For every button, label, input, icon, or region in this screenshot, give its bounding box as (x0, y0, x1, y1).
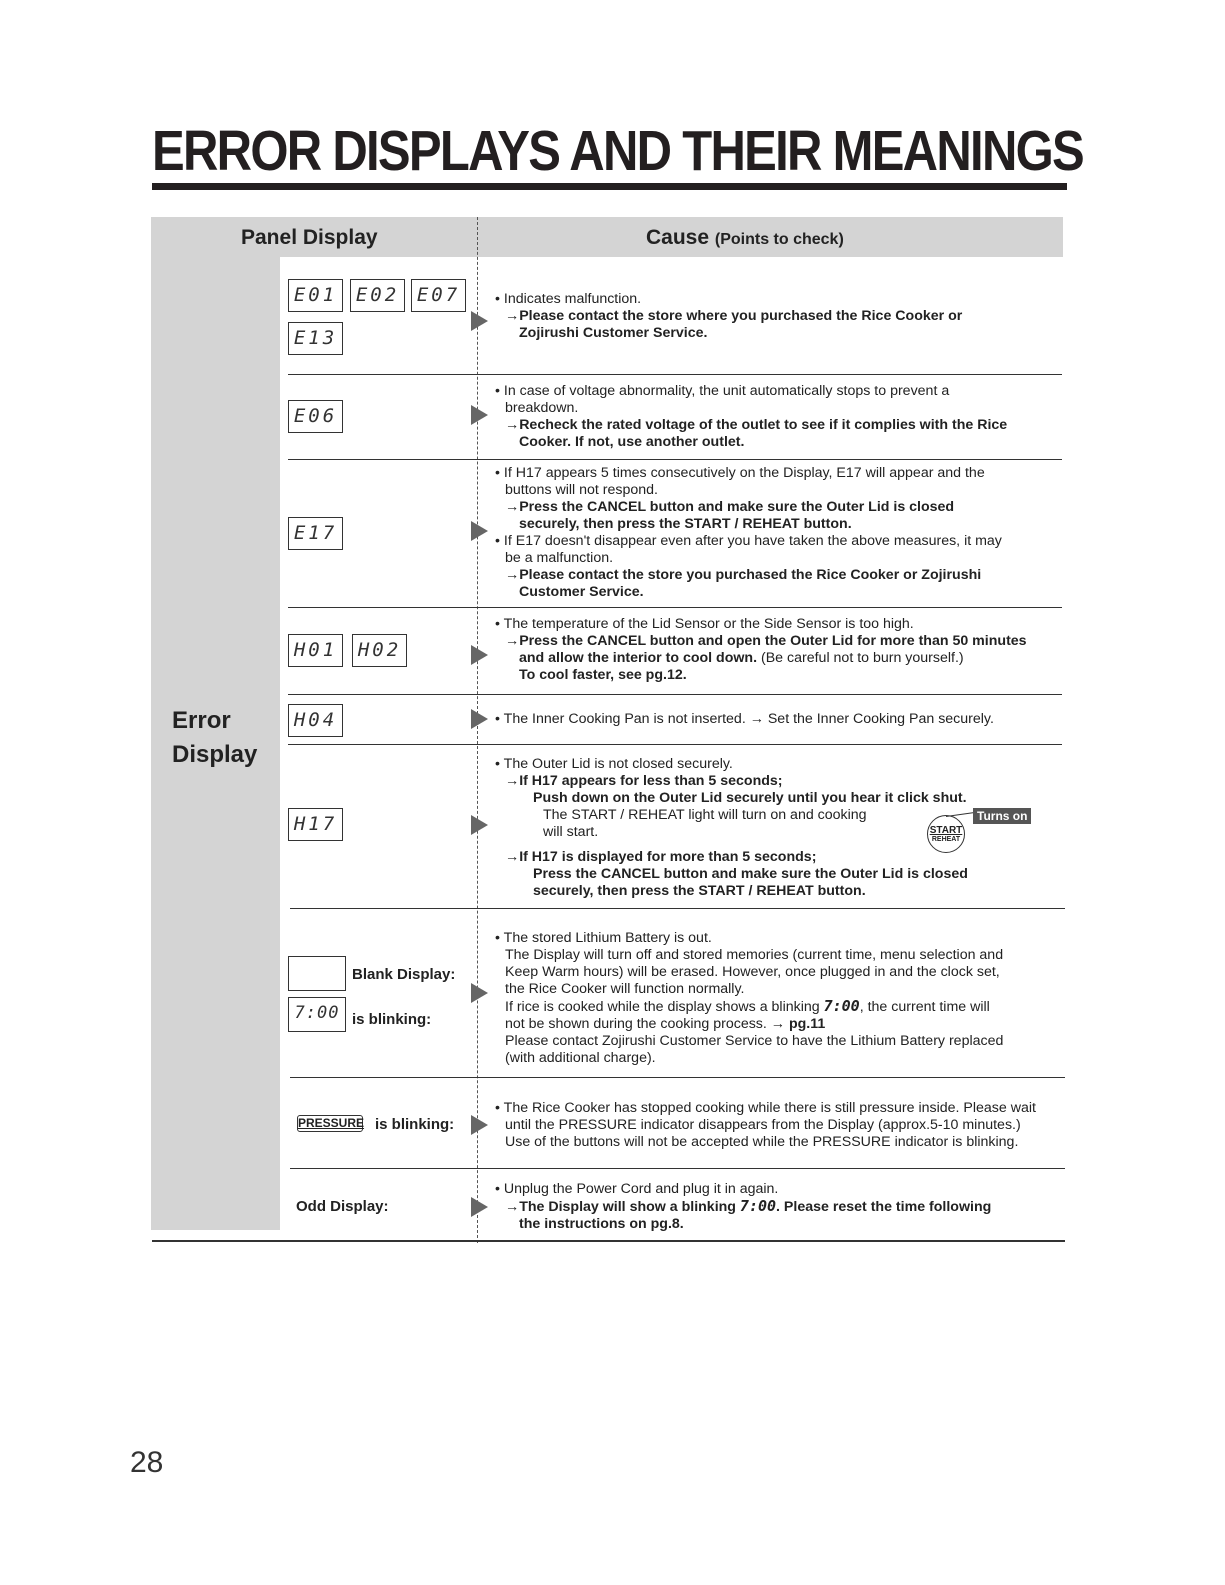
row-divider (288, 744, 1062, 745)
arrow-icon (471, 645, 488, 665)
column-divider (477, 217, 478, 1243)
pressure-blinking-label: is blinking: (375, 1116, 455, 1133)
arrow-icon (471, 405, 488, 425)
arrow-icon (471, 311, 488, 331)
turns-on-badge: Turns on (973, 808, 1031, 824)
code-e07: E07 (411, 279, 466, 312)
code-e01: E01 (288, 279, 343, 312)
cause-row-1: • Indicates malfunction. →Please contact the store where you purchased the Rice Cooker or Zojirushi Customer Service. (495, 291, 1065, 342)
arrow-icon (471, 1115, 488, 1135)
row-divider (288, 694, 1062, 695)
header-panel-display: Panel Display (241, 226, 378, 249)
cause-row-5: • The Inner Cooking Pan is not inserted. → Set the Inner Cooking Pan securely. (495, 711, 994, 727)
arrow-icon (471, 709, 488, 729)
start-reheat-button-icon: START REHEAT (927, 815, 965, 853)
cause-row-6: • The Outer Lid is not closed securely. →If H17 appears for less than 5 seconds; Push down on the Outer Lid securely until you hear it click shut. The START / REHEAT light will turn on and cooking will start. →If H17 is displayed for more than 5 seconds; Press the CANCEL button and make sure the Outer Lid is closed securely, then press the START / REHEAT button. (495, 756, 968, 899)
pressure-indicator: PRESSURE (298, 1116, 365, 1130)
title-rule (152, 183, 1067, 190)
cause-row-4: • The temperature of the Lid Sensor or the Side Sensor is too high. →Press the CANCEL button and open the Outer Lid for more than 50 minutes and allow the interior to cool down. (Be careful not to burn yourself.) To cool faster, see pg.12. (495, 616, 1027, 683)
row-divider (290, 908, 1065, 909)
arrow-icon (471, 521, 488, 541)
cause-row-2: • In case of voltage abnormality, the unit automatically stops to prevent a breakdown. →Recheck the rated voltage of the outlet to see if it complies with the Rice Cooker. If not, use another outlet. (495, 383, 1008, 450)
row-divider (290, 1077, 1065, 1078)
odd-display-label: Odd Display: (296, 1198, 389, 1215)
arrow-icon (471, 815, 488, 835)
row-divider (290, 1168, 1065, 1169)
side-label: Error Display (172, 707, 258, 768)
arrow-icon (471, 1197, 488, 1217)
page-title: ERROR DISPLAYS AND THEIR MEANINGS (152, 119, 1084, 183)
row-divider (288, 374, 1062, 375)
cause-text: • Indicates malfunction. (495, 291, 642, 307)
blank-display-box (288, 956, 346, 991)
cause-row-3: • If H17 appears 5 times consecutively on the Display, E17 will appear and the buttons will not respond. →Press the CANCEL button and make sure the Outer Lid is closed securely, then press the START / REHEAT button. • If E17 doesn't disappear even after you have taken the above measures, it may be a malfunction. →Please contact the store you purchased the Rice Cooker or Zojirushi Customer Service. (495, 465, 1002, 600)
clock-display: 7:00 (288, 997, 346, 1032)
code-e06: E06 (288, 400, 343, 433)
blank-display-label: Blank Display: (352, 966, 456, 983)
row-divider (288, 459, 1062, 460)
code-e02: E02 (350, 279, 405, 312)
code-h02: H02 (352, 634, 407, 667)
code-h04: H04 (288, 704, 343, 737)
table-bottom-rule (152, 1240, 1065, 1242)
header-cause: Cause (Points to check) (646, 226, 844, 249)
cause-row-8: • The Rice Cooker has stopped cooking while there is still pressure inside. Please wait until the PRESSURE indicator disappears from the Display (approx.5-10 minutes.) Use of the buttons will not be accepted while the PRESSURE indicator is blinking. (495, 1100, 1036, 1150)
cause-row-7: • The stored Lithium Battery is out. The Display will turn off and stored memories (current time, menu selection and Keep Warm hours) will be erased. However, once plugged in and the clock set, the Rice Cooker will function normally. If rice is cooked while the display shows a blinking 7:00, the current time will not be shown during the cooking process. → pg.11 Please contact Zojirushi Customer Service to have the Lithium Battery replaced (with additional charge). (495, 930, 1004, 1066)
arrow-icon (471, 983, 488, 1003)
code-h17: H17 (288, 808, 343, 841)
code-e13: E13 (288, 322, 343, 355)
code-e17: E17 (288, 517, 343, 550)
cause-row-9: • Unplug the Power Cord and plug it in again. →The Display will show a blinking 7:00. Please reset the time following the instructions on pg.8. (495, 1181, 992, 1232)
blinking-label: is blinking: (352, 1011, 432, 1028)
row-divider (288, 607, 1062, 608)
code-h01: H01 (288, 634, 343, 667)
page-number: 28 (130, 1446, 164, 1479)
